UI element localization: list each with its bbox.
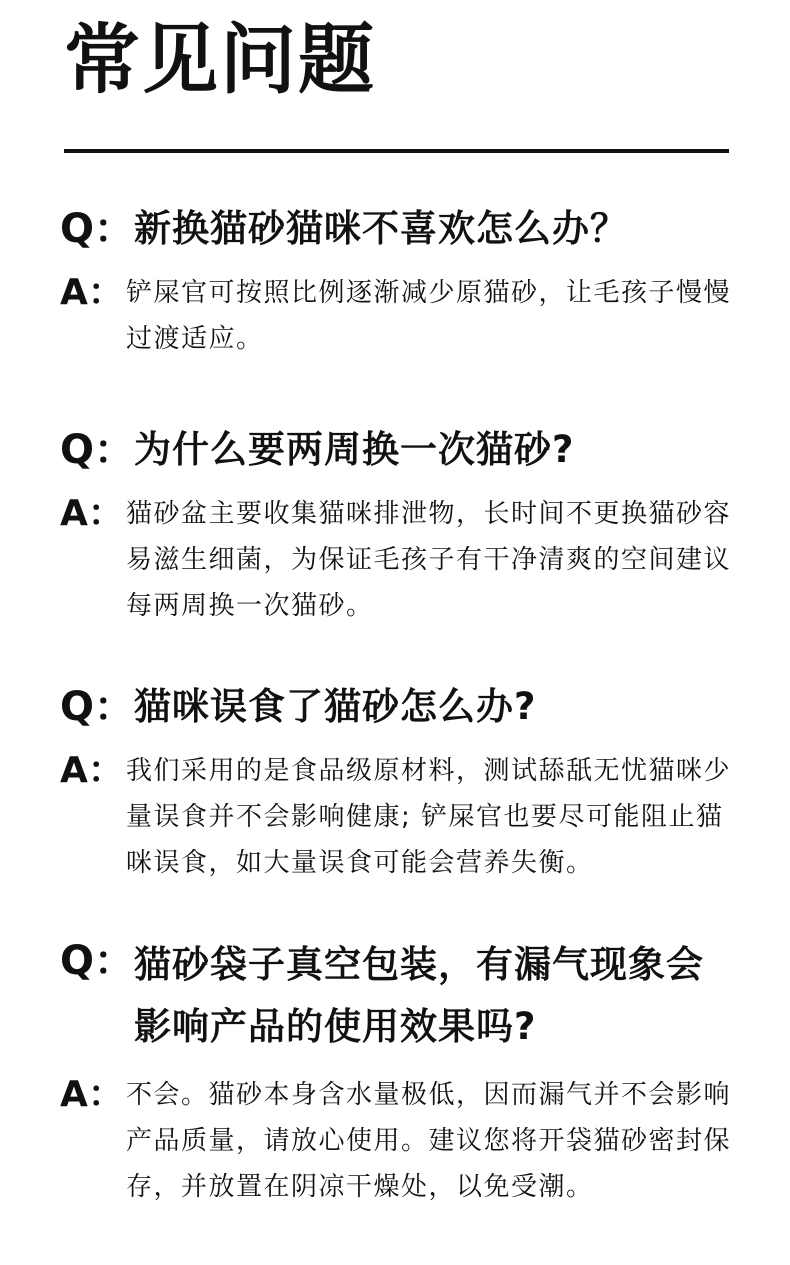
answer-text: 铲屎官可按照比例逐渐减少原猫砂，让毛孩子慢慢过渡适应。 [126, 278, 732, 354]
answer-row [60, 748, 740, 886]
answer-text: 猫砂盆主要收集猫咪排泄物，长时间不更换猫砂容易滋生细菌，为保证毛孩子有干净清爽的空间建议每两周换一次猫砂。 [126, 499, 732, 621]
question-marker: Q： [60, 938, 135, 984]
answer-row [60, 491, 740, 629]
question-row [60, 423, 740, 477]
faq-item-2 [60, 423, 740, 629]
answer-marker: A： [60, 493, 124, 534]
answer-marker: A： [60, 1074, 124, 1115]
page-title: 常见问题 [64, 15, 376, 104]
question-marker: Q： [60, 427, 135, 473]
question-marker: Q： [60, 684, 135, 730]
question-row [60, 934, 740, 1058]
answer-marker: A： [60, 272, 124, 313]
answer-marker: A： [60, 750, 124, 791]
question-marker: Q： [60, 206, 135, 252]
answer-row [60, 270, 740, 362]
question-text: 猫咪误食了猫砂怎么办? [134, 685, 537, 728]
faq-item-1 [60, 202, 740, 362]
question-text: 猫砂袋子真空包装，有漏气现象会影响产品的使用效果吗? [134, 943, 705, 1048]
faq-item-3 [60, 680, 740, 886]
question-row [60, 202, 740, 256]
answer-text: 不会。猫砂本身含水量极低，因而漏气并不会影响产品质量，请放心使用。建议您将开袋猫砂密封保存，并放置在阴凉干燥处，以免受潮。 [126, 1080, 732, 1202]
title-divider [64, 149, 729, 153]
answer-row [60, 1072, 740, 1210]
answer-text: 我们采用的是食品级原材料，测试舔舐无忧猫咪少量误食并不会影响健康; 铲屎官也要尽可能阻止猫咪误食，如大量误食可能会营养失衡。 [126, 756, 732, 878]
question-text: 为什么要两周换一次猫砂? [134, 428, 575, 471]
faq-item-4 [60, 934, 740, 1210]
question-text: 新换猫砂猫咪不喜欢怎么办？ [134, 207, 629, 250]
question-row [60, 680, 740, 734]
